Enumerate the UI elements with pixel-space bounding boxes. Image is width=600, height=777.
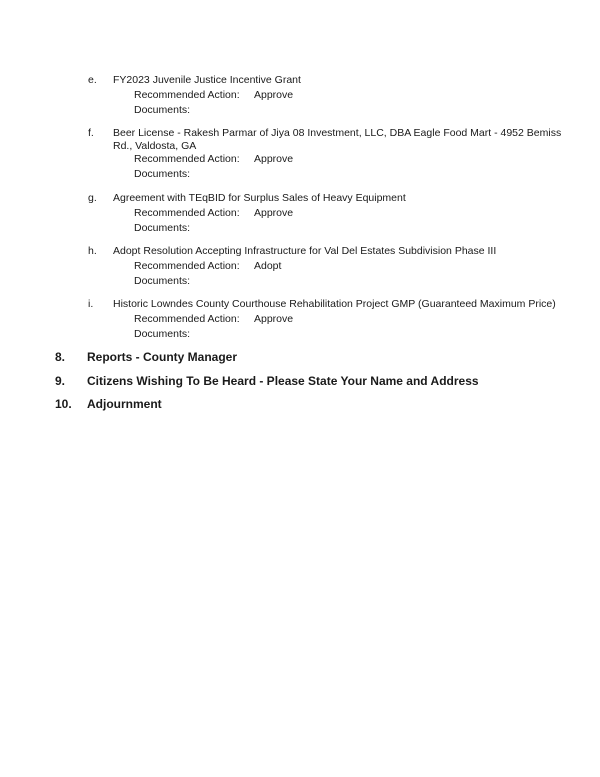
recommended-action-label: Recommended Action:: [134, 89, 240, 101]
subitem-letter: f.: [88, 127, 94, 139]
item-title: Reports - County Manager: [87, 350, 238, 364]
documents-label: Documents:: [134, 168, 191, 180]
recommended-action-value: Approve: [254, 153, 294, 165]
recommended-action-row: [134, 207, 294, 219]
subitem-letter: e.: [88, 74, 97, 86]
recommended-action-value: Adopt: [254, 260, 282, 272]
subitem-title: Beer License - Rakesh Parmar of Jiya 08 Investment, LLC, DBA Eagle Food Mart - 4952 Bemiss Rd., Valdosta, GA: [113, 127, 562, 152]
item-number: 9.: [55, 374, 66, 388]
subitem-letter: h.: [88, 245, 97, 257]
documents-label: Documents:: [134, 328, 191, 340]
subitem-title: FY2023 Juvenile Justice Incentive Grant: [113, 74, 301, 86]
subitem-title: Adopt Resolution Accepting Infrastructure for Val Del Estates Subdivision Phase III: [113, 245, 497, 257]
item-title: Adjournment: [87, 397, 162, 411]
item-title: Citizens Wishing To Be Heard - Please State Your Name and Address: [87, 374, 479, 388]
recommended-action-label: Recommended Action:: [134, 313, 240, 325]
recommended-action-value: Approve: [254, 313, 294, 325]
subitem-letter: g.: [88, 192, 97, 204]
documents-label: Documents:: [134, 275, 191, 287]
item-number: 8.: [55, 350, 66, 364]
recommended-action-label: Recommended Action:: [134, 153, 240, 165]
subitem-letter: i.: [88, 298, 94, 310]
documents-label: Documents:: [134, 222, 191, 234]
recommended-action-label: Recommended Action:: [134, 207, 240, 219]
recommended-action-row: [134, 89, 294, 101]
recommended-action-row: [134, 260, 282, 272]
recommended-action-row: [134, 313, 294, 325]
subitem-title: Historic Lowndes County Courthouse Rehabilitation Project GMP (Guaranteed Maximum Price): [113, 298, 556, 310]
item-number: 10.: [55, 397, 72, 411]
recommended-action-label: Recommended Action:: [134, 260, 240, 272]
subitem-title: Agreement with TEqBID for Surplus Sales of Heavy Equipment: [113, 192, 406, 204]
recommended-action-value: Approve: [254, 89, 294, 101]
recommended-action-value: Approve: [254, 207, 294, 219]
documents-label: Documents:: [134, 104, 191, 116]
recommended-action-row: [134, 153, 294, 165]
